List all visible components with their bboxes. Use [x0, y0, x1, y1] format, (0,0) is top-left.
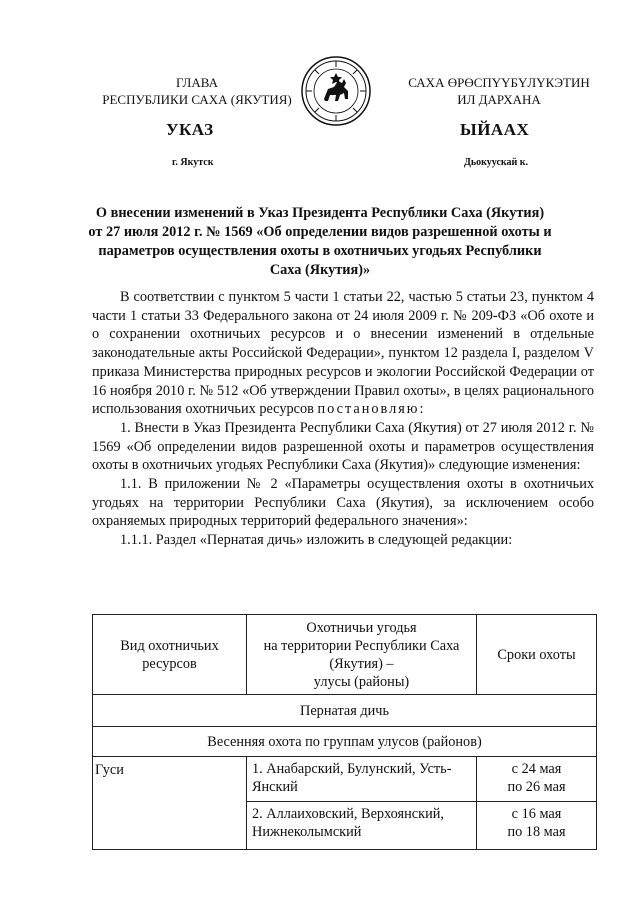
header-text: Охотничьи угодья — [306, 619, 417, 636]
header-right-line2: ИЛ ДАРХАНА — [457, 92, 541, 107]
subsection-cell: Весенняя охота по группам улусов (районов) — [93, 727, 597, 757]
section-cell: Пернатая дичь — [93, 695, 597, 727]
subsection-row — [93, 727, 597, 757]
doc-type-right: ЫЙААХ — [460, 120, 530, 139]
paragraph-preamble — [92, 288, 594, 419]
date-from: с 24 мая — [511, 761, 562, 777]
header-left — [72, 74, 322, 108]
area-cell — [247, 802, 477, 850]
date-from: с 16 мая — [511, 806, 562, 822]
city-left: г. Якутск — [172, 157, 214, 168]
header-cell-species — [93, 615, 247, 695]
header-right — [388, 74, 610, 108]
header-text: ресурсов — [142, 655, 197, 672]
header-text: на территории Республики Саха — [263, 637, 460, 654]
area-text: 2. Аллаиховский, Верхоянский, — [252, 806, 444, 822]
resolve-word: постановляю: — [317, 401, 426, 418]
document-body — [92, 288, 594, 550]
dates-cell — [477, 802, 597, 850]
doc-type-left: УКАЗ — [166, 120, 214, 139]
header-text: улусы (районы) — [313, 673, 410, 690]
paragraph-1: 1. Внести в Указ Президента Республики Саха (Якутия) от 27 июля 2012 г. № 1569 «Об определении видов разрешенной охоты и параметров осуществления охоты в охотничьих угодьях Республики Саха (Якутия)» следующие изменения: — [92, 419, 594, 474]
title-line: О внесении изменений в Указ Президента Республики Саха (Якутия) — [95, 205, 545, 221]
section-row — [93, 695, 597, 727]
city-right: Дьокуускай к. — [464, 157, 529, 168]
date-to: по 26 мая — [507, 779, 566, 795]
document-title — [70, 204, 570, 280]
species-cell: Гуси — [93, 757, 247, 850]
dates-cell — [477, 757, 597, 802]
preamble-text: В соответствии с пунктом 5 части 1 статьи 22, частью 5 статьи 23, пунктом 4 части 1 статьи 33 Федерального закона от 24 июля 2009 г. № 209-ФЗ «Об охоте и о сохранении охотничьих ресурсов и о внесении изменений в отдельные законодательные акты Российской Федерации», пунктом 12 раздела I, разделом V приказа Министерства природных ресурсов и экологии Российской Федерации от 16 ноября 2010 г. № 512 «Об утверждении Правил охоты», в целях рационального использования охотничьих ресурсов — [92, 289, 594, 418]
header-text: (Якутия) – — [329, 655, 394, 672]
header-right-line1: САХА ӨРӨСПҮҮБҮЛҮКЭТИН — [408, 75, 590, 90]
header-cell-areas — [247, 615, 477, 695]
area-text: Нижнеколымский — [252, 824, 362, 840]
paragraph-1-1-1: 1.1.1. Раздел «Пернатая дичь» изложить в следующей редакции: — [120, 532, 513, 549]
date-to: по 18 мая — [507, 824, 566, 840]
area-cell — [247, 757, 477, 802]
table-row — [93, 757, 597, 802]
coat-of-arms-emblem — [300, 55, 372, 127]
title-line: от 27 июля 2012 г. № 1569 «Об определении видов разрешенной охоты и — [88, 224, 552, 240]
hunting-parameters-table — [92, 614, 597, 850]
area-text: Янский — [252, 779, 298, 795]
title-line: параметров осуществления охоты в охотничьих угодьях Республики — [98, 243, 542, 259]
paragraph-1-1: 1.1. В приложении № 2 «Параметры осуществления охоты в охотничьих угодьях на территории Республики Саха (Якутия), за исключением особо охраняемых природных территорий федерального значения»: — [92, 476, 594, 530]
header-cell-dates: Сроки охоты — [477, 615, 597, 695]
header-left-line1: ГЛАВА — [176, 75, 218, 90]
title-line: Саха (Якутия)» — [269, 262, 371, 278]
table-header-row — [93, 615, 597, 695]
header-left-line2: РЕСПУБЛИКИ САХА (ЯКУТИЯ) — [102, 92, 292, 107]
header-text: Вид охотничьих — [120, 637, 219, 654]
area-text: 1. Анабарский, Булунский, Усть- — [252, 761, 452, 777]
